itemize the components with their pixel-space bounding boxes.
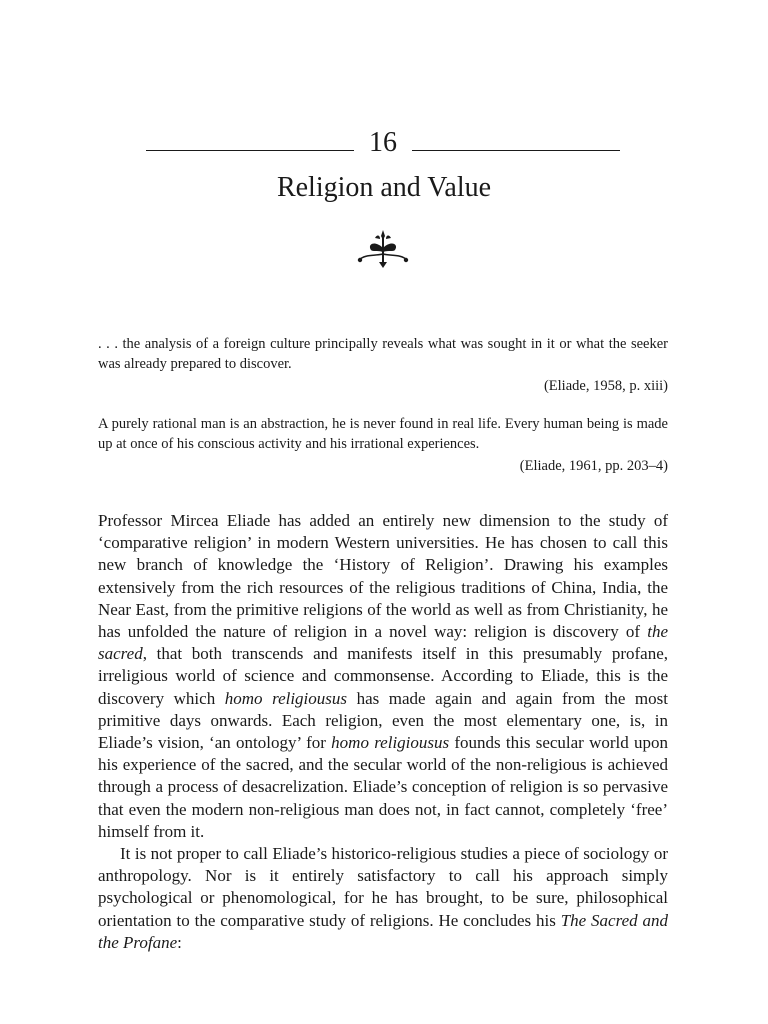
paragraph-text: , that both transcends and manifests itself in this presumably profane, irreligious world of science and commonsense. According to Eliade, this is the discovery which xyxy=(98,644,668,708)
paragraph-text: : xyxy=(177,932,182,952)
epigraph-text: . . . the analysis of a foreign culture principally reveals what was sought in it or what the seeker was already prepared to discover. xyxy=(98,336,668,372)
paragraph-text: It is not proper to call Eliade’s historico-religious studies a piece of sociology or anthropology. Nor is it entirely satisfactory to call his approach simply psychological or phenomological, for he has brought, to be sure, philosophical orientation to the comparative study of religions. He concludes his xyxy=(98,844,668,930)
epigraph-citation: (Eliade, 1958, p. xiii) xyxy=(543,378,668,394)
chapter-title: Religion and Value xyxy=(276,172,492,203)
epigraph-citation: (Eliade, 1961, pp. 203–4) xyxy=(519,458,668,474)
paragraph xyxy=(98,843,668,954)
chapter-number: 16 xyxy=(369,127,397,158)
paragraph xyxy=(98,510,668,843)
epigraph xyxy=(98,414,668,476)
italic-term: the sacred xyxy=(98,622,668,664)
paragraph-text: has made again and again from the most primitive days onwards. Each religion, even the most elementary one, is, in Eliade’s vision, ‘an ontology’ for xyxy=(98,688,668,753)
epigraph xyxy=(98,334,668,396)
epigraph-text: A purely rational man is an abstraction, he is never found in real life. Every human being is made up at once of his conscious activity and his irrational experiences. xyxy=(98,416,668,452)
italic-term: homo religiousus xyxy=(224,688,348,708)
body-text xyxy=(98,510,668,954)
chapter-rule-left xyxy=(146,150,354,151)
paragraph-text: founds this secular world upon his experience of the sacred, and the secular world of the non-religious is achieved through a process of desacrelization. Eliade’s conception of religion is so pervasive that even the modern non-religious man does not, in fact cannot, completely ‘free’ himself from it. xyxy=(98,733,668,841)
floral-ornament-icon xyxy=(355,226,411,270)
book-title: The Sacred and the Profane xyxy=(98,910,668,952)
paragraph-text: Professor Mircea Eliade has added an entirely new dimension to the study of ‘comparative religion’ in modern Western universities. He has chosen to call this new branch of knowledge the ‘History of Religion’. Drawing his examples extensively from the rich resources of the religious traditions of China, India, the Near East, from the primitive religions of the world as well as from Christianity, he has unfolded the nature of religion in a novel way: religion is discovery of xyxy=(98,511,668,642)
italic-term: homo religiousus xyxy=(331,733,450,753)
chapter-rule-right xyxy=(412,150,620,151)
